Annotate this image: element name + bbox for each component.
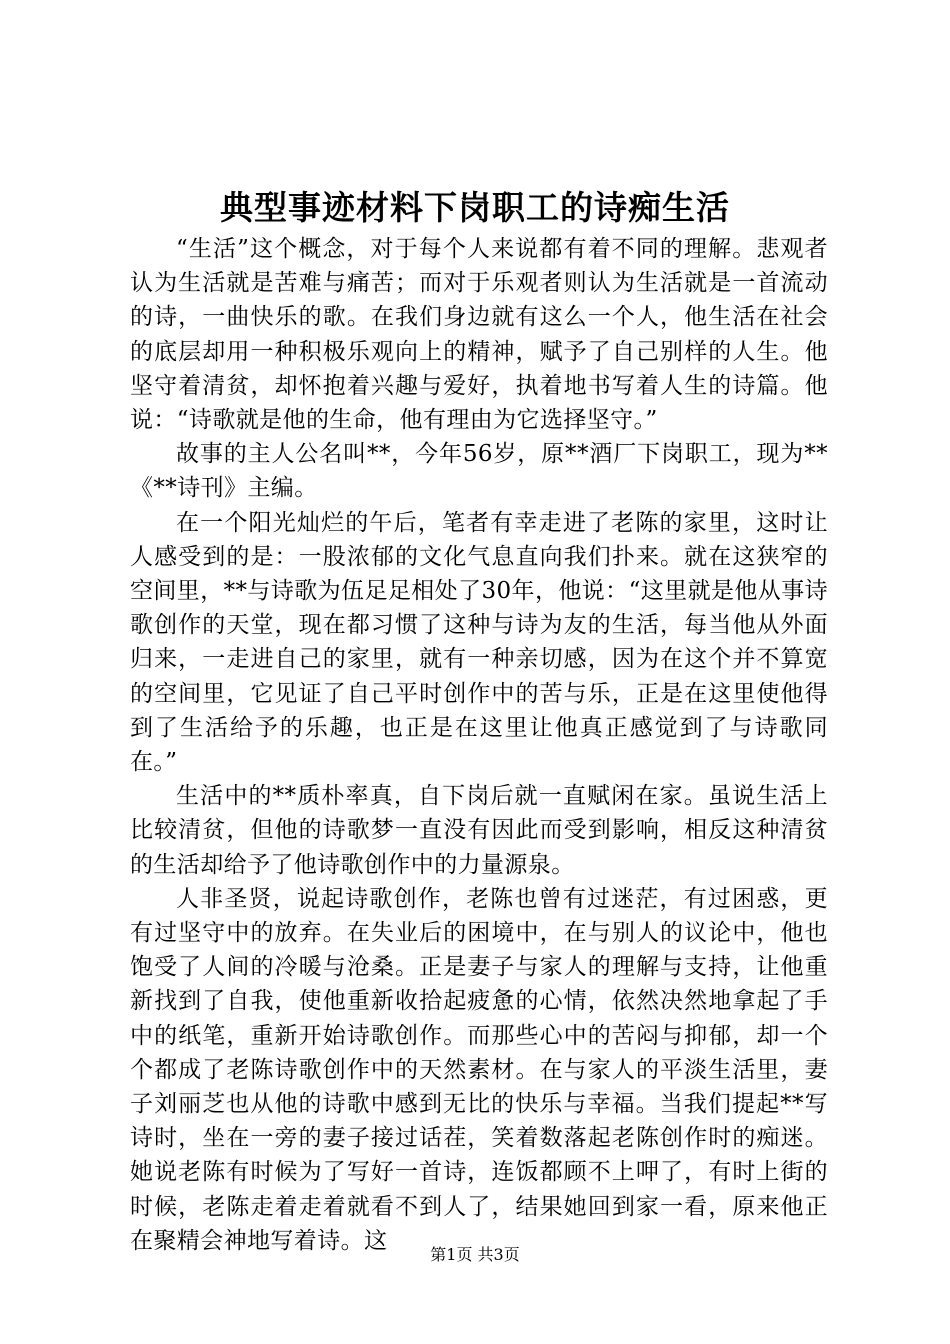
paragraph: 生活中的**质朴率真，自下岗后就一直赋闲在家。虽说生活上比较清贫，但他的诗歌梦一直没有因此而受到影响，相反这种清贫的生活却给予了他诗歌创作中的力量源泉。 [130,783,828,878]
page-footer: 第1页 共3页 [430,1245,520,1264]
paragraph: 人非圣贤，说起诗歌创作，老陈也曾有过迷茫，有过困惑，更有过坚守中的放弃。在失业后的困境中，在与别人的议论中，他也饱受了人间的冷暖与沧桑。正是妻子与家人的理解与支持，让他重新找到了自我，使他重新收拾起疲惫的心情，依然决然地拿起了手中的纸笔，重新开始诗歌创作。而那些心中的苦闷与抑郁，却一个个都成了老陈诗歌创作中的天然素材。在与家人的平淡生活里，妻子刘丽芝也从他的诗歌中感到无比的快乐与幸福。当我们提起**写诗时，坐在一旁的妻子接过话茬，笑着数落起老陈创作时的痴迷。她说老陈有时候为了写好一首诗，连饭都顾不上呷了，有时上街的时候，老陈走着走着就看不到人了，结果她回到家一看，原来他正在聚精会神地写着诗。这 [130,885,828,1254]
paragraph: “生活”这个概念，对于每个人来说都有着不同的理解。悲观者认为生活就是苦难与痛苦；而对于乐观者则认为生活就是一首流动的诗，一曲快乐的歌。在我们身边就有这么一个人，他生活在社会的底层却用一种积极乐观向上的精神，赋予了自己别样的人生。他坚守着清贫，却怀抱着兴趣与爱好，执着地书写着人生的诗篇。他说：“诗歌就是他的生命，他有理由为它选择坚守。” [130,236,828,434]
document-title: 典型事迹材料下岗职工的诗痴生活 [220,188,730,227]
document-body [130,232,828,1258]
paragraph: 故事的主人公名叫**，今年56岁，原**酒厂下岗职工，现为**《**诗刊》主编。 [130,441,828,502]
paragraph: 在一个阳光灿烂的午后，笔者有幸走进了老陈的家里，这时让人感受到的是：一股浓郁的文化气息直向我们扑来。就在这狭窄的空间里，**与诗歌为伍足足相处了30年，他说：“这里就是他从事诗歌创作的天堂，现在都习惯了这种与诗为友的生活，每当他从外面归来，一走进自己的家里，就有一种亲切感，因为在这个并不算宽的空间里，它见证了自己平时创作中的苦与乐，正是在这里使他得到了生活给予的乐趣，也正是在这里让他真正感觉到了与诗歌同在。” [130,509,828,776]
